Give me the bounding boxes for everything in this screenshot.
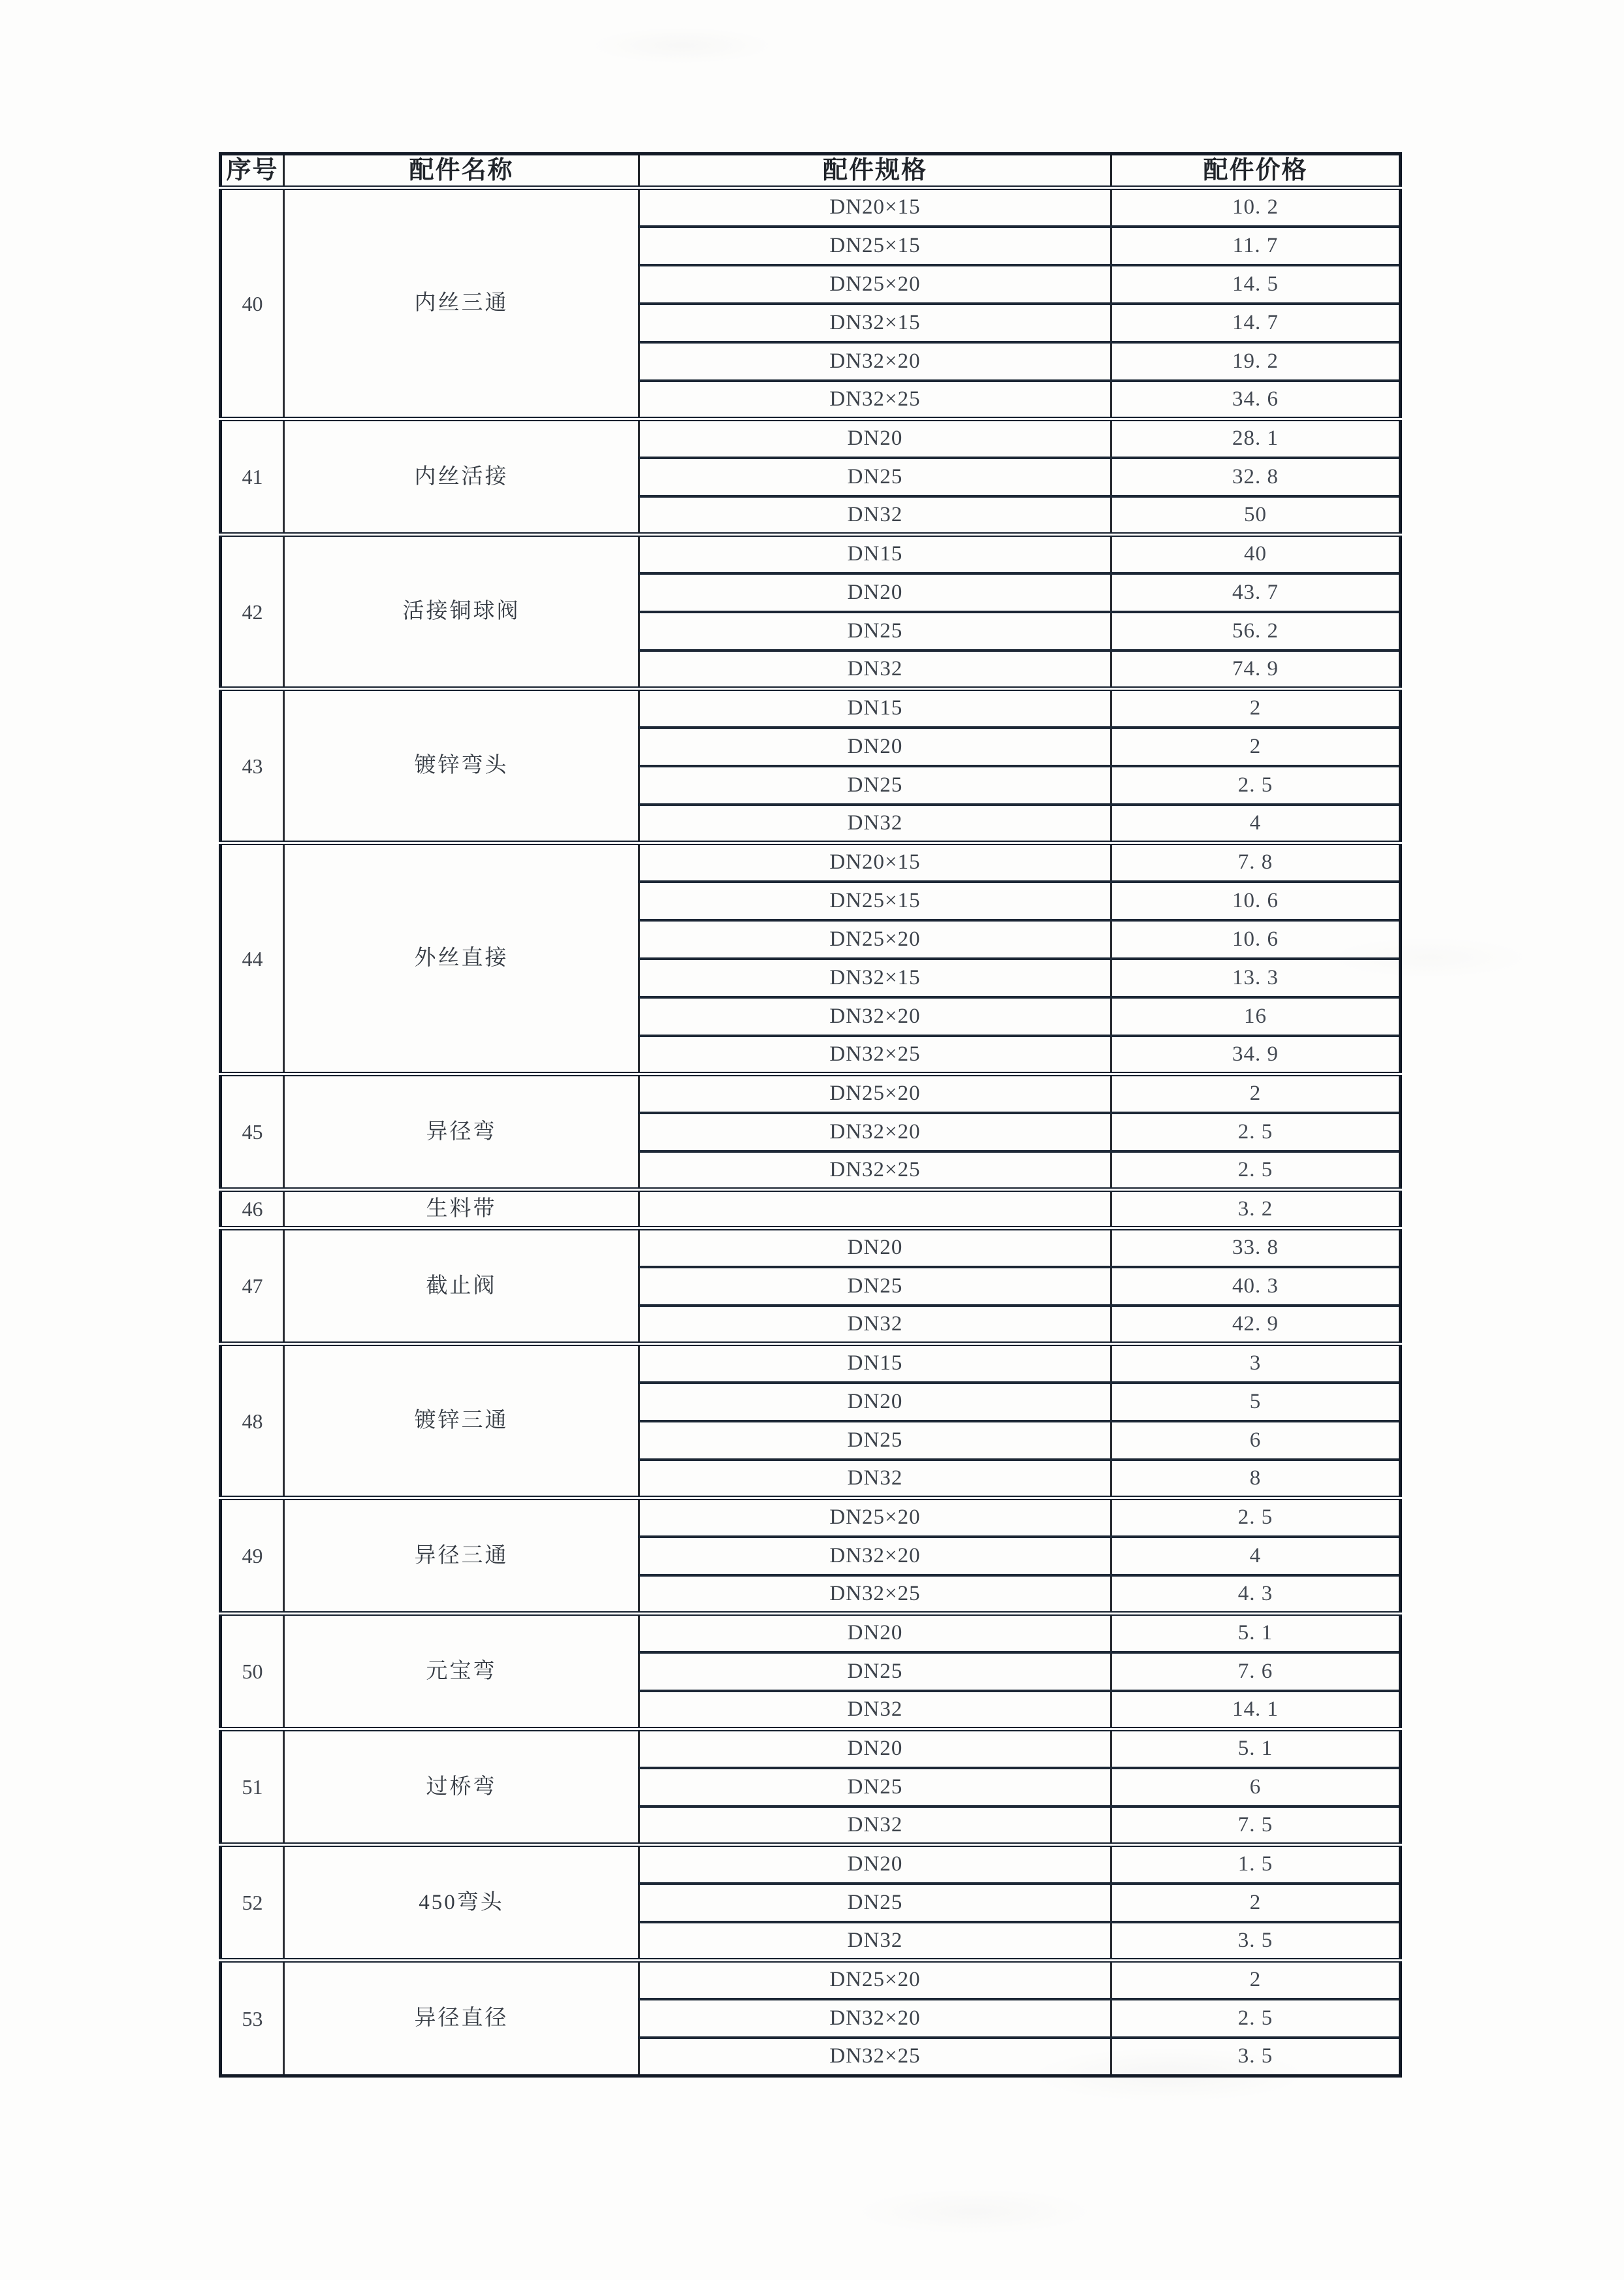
price-cell: 14. 1 bbox=[1111, 1691, 1401, 1729]
price-cell: 5 bbox=[1111, 1383, 1401, 1421]
item-name-cell: 内丝活接 bbox=[284, 419, 639, 535]
spec-cell: DN32 bbox=[639, 1922, 1111, 1961]
spec-cell: DN20 bbox=[639, 1729, 1111, 1768]
item-number-cell: 47 bbox=[221, 1228, 284, 1344]
spec-cell: DN20 bbox=[639, 419, 1111, 458]
spec-cell: DN20 bbox=[639, 573, 1111, 612]
price-cell: 2. 5 bbox=[1111, 766, 1401, 805]
spec-cell: DN20 bbox=[639, 1614, 1111, 1652]
spec-cell: DN32×15 bbox=[639, 304, 1111, 342]
spec-cell: DN25 bbox=[639, 766, 1111, 805]
item-name-cell: 截止阀 bbox=[284, 1228, 639, 1344]
item-name-cell: 外丝直接 bbox=[284, 843, 639, 1074]
price-cell: 4 bbox=[1111, 805, 1401, 843]
price-cell: 43. 7 bbox=[1111, 573, 1401, 612]
item-number-cell: 41 bbox=[221, 419, 284, 535]
price-cell: 16 bbox=[1111, 997, 1401, 1036]
spec-cell: DN32 bbox=[639, 650, 1111, 689]
table-row bbox=[221, 1498, 1401, 1537]
price-cell: 50 bbox=[1111, 496, 1401, 535]
price-cell: 8 bbox=[1111, 1460, 1401, 1498]
price-cell: 6 bbox=[1111, 1421, 1401, 1460]
spec-cell: DN32 bbox=[639, 1460, 1111, 1498]
spec-cell: DN15 bbox=[639, 1344, 1111, 1383]
spec-cell: DN32 bbox=[639, 1806, 1111, 1845]
price-cell: 32. 8 bbox=[1111, 458, 1401, 496]
item-number-cell: 43 bbox=[221, 689, 284, 843]
price-cell: 40. 3 bbox=[1111, 1267, 1401, 1306]
item-number-cell: 49 bbox=[221, 1498, 284, 1614]
price-cell: 74. 9 bbox=[1111, 650, 1401, 689]
parts-price-table bbox=[219, 152, 1402, 2078]
price-cell: 42. 9 bbox=[1111, 1306, 1401, 1344]
item-name-cell: 活接铜球阀 bbox=[284, 535, 639, 689]
item-name-cell: 异径直径 bbox=[284, 1961, 639, 2076]
item-number-cell: 45 bbox=[221, 1074, 284, 1190]
table-row bbox=[221, 535, 1401, 573]
item-name-cell: 镀锌弯头 bbox=[284, 689, 639, 843]
spec-cell: DN20 bbox=[639, 1228, 1111, 1267]
price-cell: 4 bbox=[1111, 1537, 1401, 1575]
spec-cell: DN20×15 bbox=[639, 843, 1111, 882]
spec-cell: DN32×20 bbox=[639, 342, 1111, 381]
item-number-cell: 42 bbox=[221, 535, 284, 689]
spec-cell: DN20 bbox=[639, 728, 1111, 766]
spec-cell: DN32 bbox=[639, 1306, 1111, 1344]
price-cell: 19. 2 bbox=[1111, 342, 1401, 381]
price-cell: 56. 2 bbox=[1111, 612, 1401, 650]
table-row bbox=[221, 843, 1401, 882]
price-cell: 3 bbox=[1111, 1344, 1401, 1383]
spec-cell: DN25×20 bbox=[639, 1498, 1111, 1537]
price-cell: 2. 5 bbox=[1111, 1151, 1401, 1190]
col-header-spec: 配件规格 bbox=[639, 154, 1111, 188]
spec-cell: DN32×25 bbox=[639, 1151, 1111, 1190]
spec-cell: DN15 bbox=[639, 689, 1111, 728]
spec-cell: DN20 bbox=[639, 1383, 1111, 1421]
price-cell: 2. 5 bbox=[1111, 1999, 1401, 2038]
item-name-cell: 450弯头 bbox=[284, 1845, 639, 1961]
spec-cell: DN25 bbox=[639, 1884, 1111, 1922]
price-cell: 2. 5 bbox=[1111, 1498, 1401, 1537]
spec-cell: DN25×15 bbox=[639, 882, 1111, 920]
spec-cell: DN25 bbox=[639, 1768, 1111, 1806]
item-number-cell: 52 bbox=[221, 1845, 284, 1961]
spec-cell: DN32×25 bbox=[639, 1575, 1111, 1614]
item-number-cell: 44 bbox=[221, 843, 284, 1074]
table-row bbox=[221, 1729, 1401, 1768]
item-number-cell: 46 bbox=[221, 1190, 284, 1228]
item-name-cell: 异径弯 bbox=[284, 1074, 639, 1190]
table-row bbox=[221, 689, 1401, 728]
spec-cell: DN20 bbox=[639, 1845, 1111, 1884]
price-cell: 1. 5 bbox=[1111, 1845, 1401, 1884]
table-row bbox=[221, 1190, 1401, 1228]
price-cell: 28. 1 bbox=[1111, 419, 1401, 458]
price-cell: 3. 5 bbox=[1111, 2038, 1401, 2076]
price-cell: 2. 5 bbox=[1111, 1113, 1401, 1151]
col-header-price: 配件价格 bbox=[1111, 154, 1401, 188]
table-row bbox=[221, 1614, 1401, 1652]
item-name-cell: 过桥弯 bbox=[284, 1729, 639, 1845]
spec-cell: DN32×25 bbox=[639, 381, 1111, 419]
price-cell: 14. 7 bbox=[1111, 304, 1401, 342]
item-name-cell: 内丝三通 bbox=[284, 188, 639, 419]
spec-cell: DN25 bbox=[639, 458, 1111, 496]
item-name-cell: 镀锌三通 bbox=[284, 1344, 639, 1498]
price-cell: 13. 3 bbox=[1111, 959, 1401, 997]
price-cell: 11. 7 bbox=[1111, 227, 1401, 265]
price-cell: 7. 8 bbox=[1111, 843, 1401, 882]
spec-cell: DN32×25 bbox=[639, 1036, 1111, 1074]
spec-cell: DN25×20 bbox=[639, 1961, 1111, 1999]
table-body bbox=[221, 188, 1401, 2076]
price-cell: 3. 5 bbox=[1111, 1922, 1401, 1961]
spec-cell: DN32×20 bbox=[639, 1537, 1111, 1575]
spec-cell: DN32×20 bbox=[639, 997, 1111, 1036]
price-cell: 40 bbox=[1111, 535, 1401, 573]
table-row bbox=[221, 1961, 1401, 1999]
price-cell: 4. 3 bbox=[1111, 1575, 1401, 1614]
price-cell: 7. 5 bbox=[1111, 1806, 1401, 1845]
table-row bbox=[221, 1344, 1401, 1383]
col-header-name: 配件名称 bbox=[284, 154, 639, 188]
price-cell: 2 bbox=[1111, 1074, 1401, 1113]
item-number-cell: 51 bbox=[221, 1729, 284, 1845]
price-cell: 2 bbox=[1111, 689, 1401, 728]
item-number-cell: 48 bbox=[221, 1344, 284, 1498]
item-number-cell: 50 bbox=[221, 1614, 284, 1729]
spec-cell: DN32×25 bbox=[639, 2038, 1111, 2076]
table-row bbox=[221, 188, 1401, 227]
price-cell: 3. 2 bbox=[1111, 1190, 1401, 1228]
spec-cell: DN32×20 bbox=[639, 1113, 1111, 1151]
price-cell: 2 bbox=[1111, 728, 1401, 766]
table-row bbox=[221, 1845, 1401, 1884]
spec-cell: DN25 bbox=[639, 1421, 1111, 1460]
table-row bbox=[221, 1228, 1401, 1267]
item-name-cell: 生料带 bbox=[284, 1190, 639, 1228]
price-cell: 14. 5 bbox=[1111, 265, 1401, 304]
price-cell: 10. 6 bbox=[1111, 920, 1401, 959]
spec-cell: DN25×20 bbox=[639, 920, 1111, 959]
spec-cell: DN25 bbox=[639, 612, 1111, 650]
price-cell: 2 bbox=[1111, 1884, 1401, 1922]
spec-cell: DN32×15 bbox=[639, 959, 1111, 997]
spec-cell: DN25×20 bbox=[639, 1074, 1111, 1113]
price-cell: 7. 6 bbox=[1111, 1652, 1401, 1691]
spec-cell: DN25 bbox=[639, 1652, 1111, 1691]
spec-cell: DN32 bbox=[639, 1691, 1111, 1729]
spec-cell bbox=[639, 1190, 1111, 1228]
price-cell: 10. 2 bbox=[1111, 188, 1401, 227]
item-number-cell: 40 bbox=[221, 188, 284, 419]
spec-cell: DN32 bbox=[639, 805, 1111, 843]
item-name-cell: 元宝弯 bbox=[284, 1614, 639, 1729]
spec-cell: DN25×20 bbox=[639, 265, 1111, 304]
price-cell: 5. 1 bbox=[1111, 1729, 1401, 1768]
spec-cell: DN32×20 bbox=[639, 1999, 1111, 2038]
price-cell: 2 bbox=[1111, 1961, 1401, 1999]
table-row bbox=[221, 1074, 1401, 1113]
price-cell: 10. 6 bbox=[1111, 882, 1401, 920]
price-cell: 34. 6 bbox=[1111, 381, 1401, 419]
price-cell: 34. 9 bbox=[1111, 1036, 1401, 1074]
item-name-cell: 异径三通 bbox=[284, 1498, 639, 1614]
spec-cell: DN15 bbox=[639, 535, 1111, 573]
spec-cell: DN20×15 bbox=[639, 188, 1111, 227]
item-number-cell: 53 bbox=[221, 1961, 284, 2076]
spec-cell: DN25×15 bbox=[639, 227, 1111, 265]
price-cell: 5. 1 bbox=[1111, 1614, 1401, 1652]
col-header-seq: 序号 bbox=[221, 154, 284, 188]
spec-cell: DN32 bbox=[639, 496, 1111, 535]
table-row bbox=[221, 419, 1401, 458]
price-cell: 6 bbox=[1111, 1768, 1401, 1806]
table-header-row bbox=[221, 154, 1401, 188]
price-cell: 33. 8 bbox=[1111, 1228, 1401, 1267]
spec-cell: DN25 bbox=[639, 1267, 1111, 1306]
